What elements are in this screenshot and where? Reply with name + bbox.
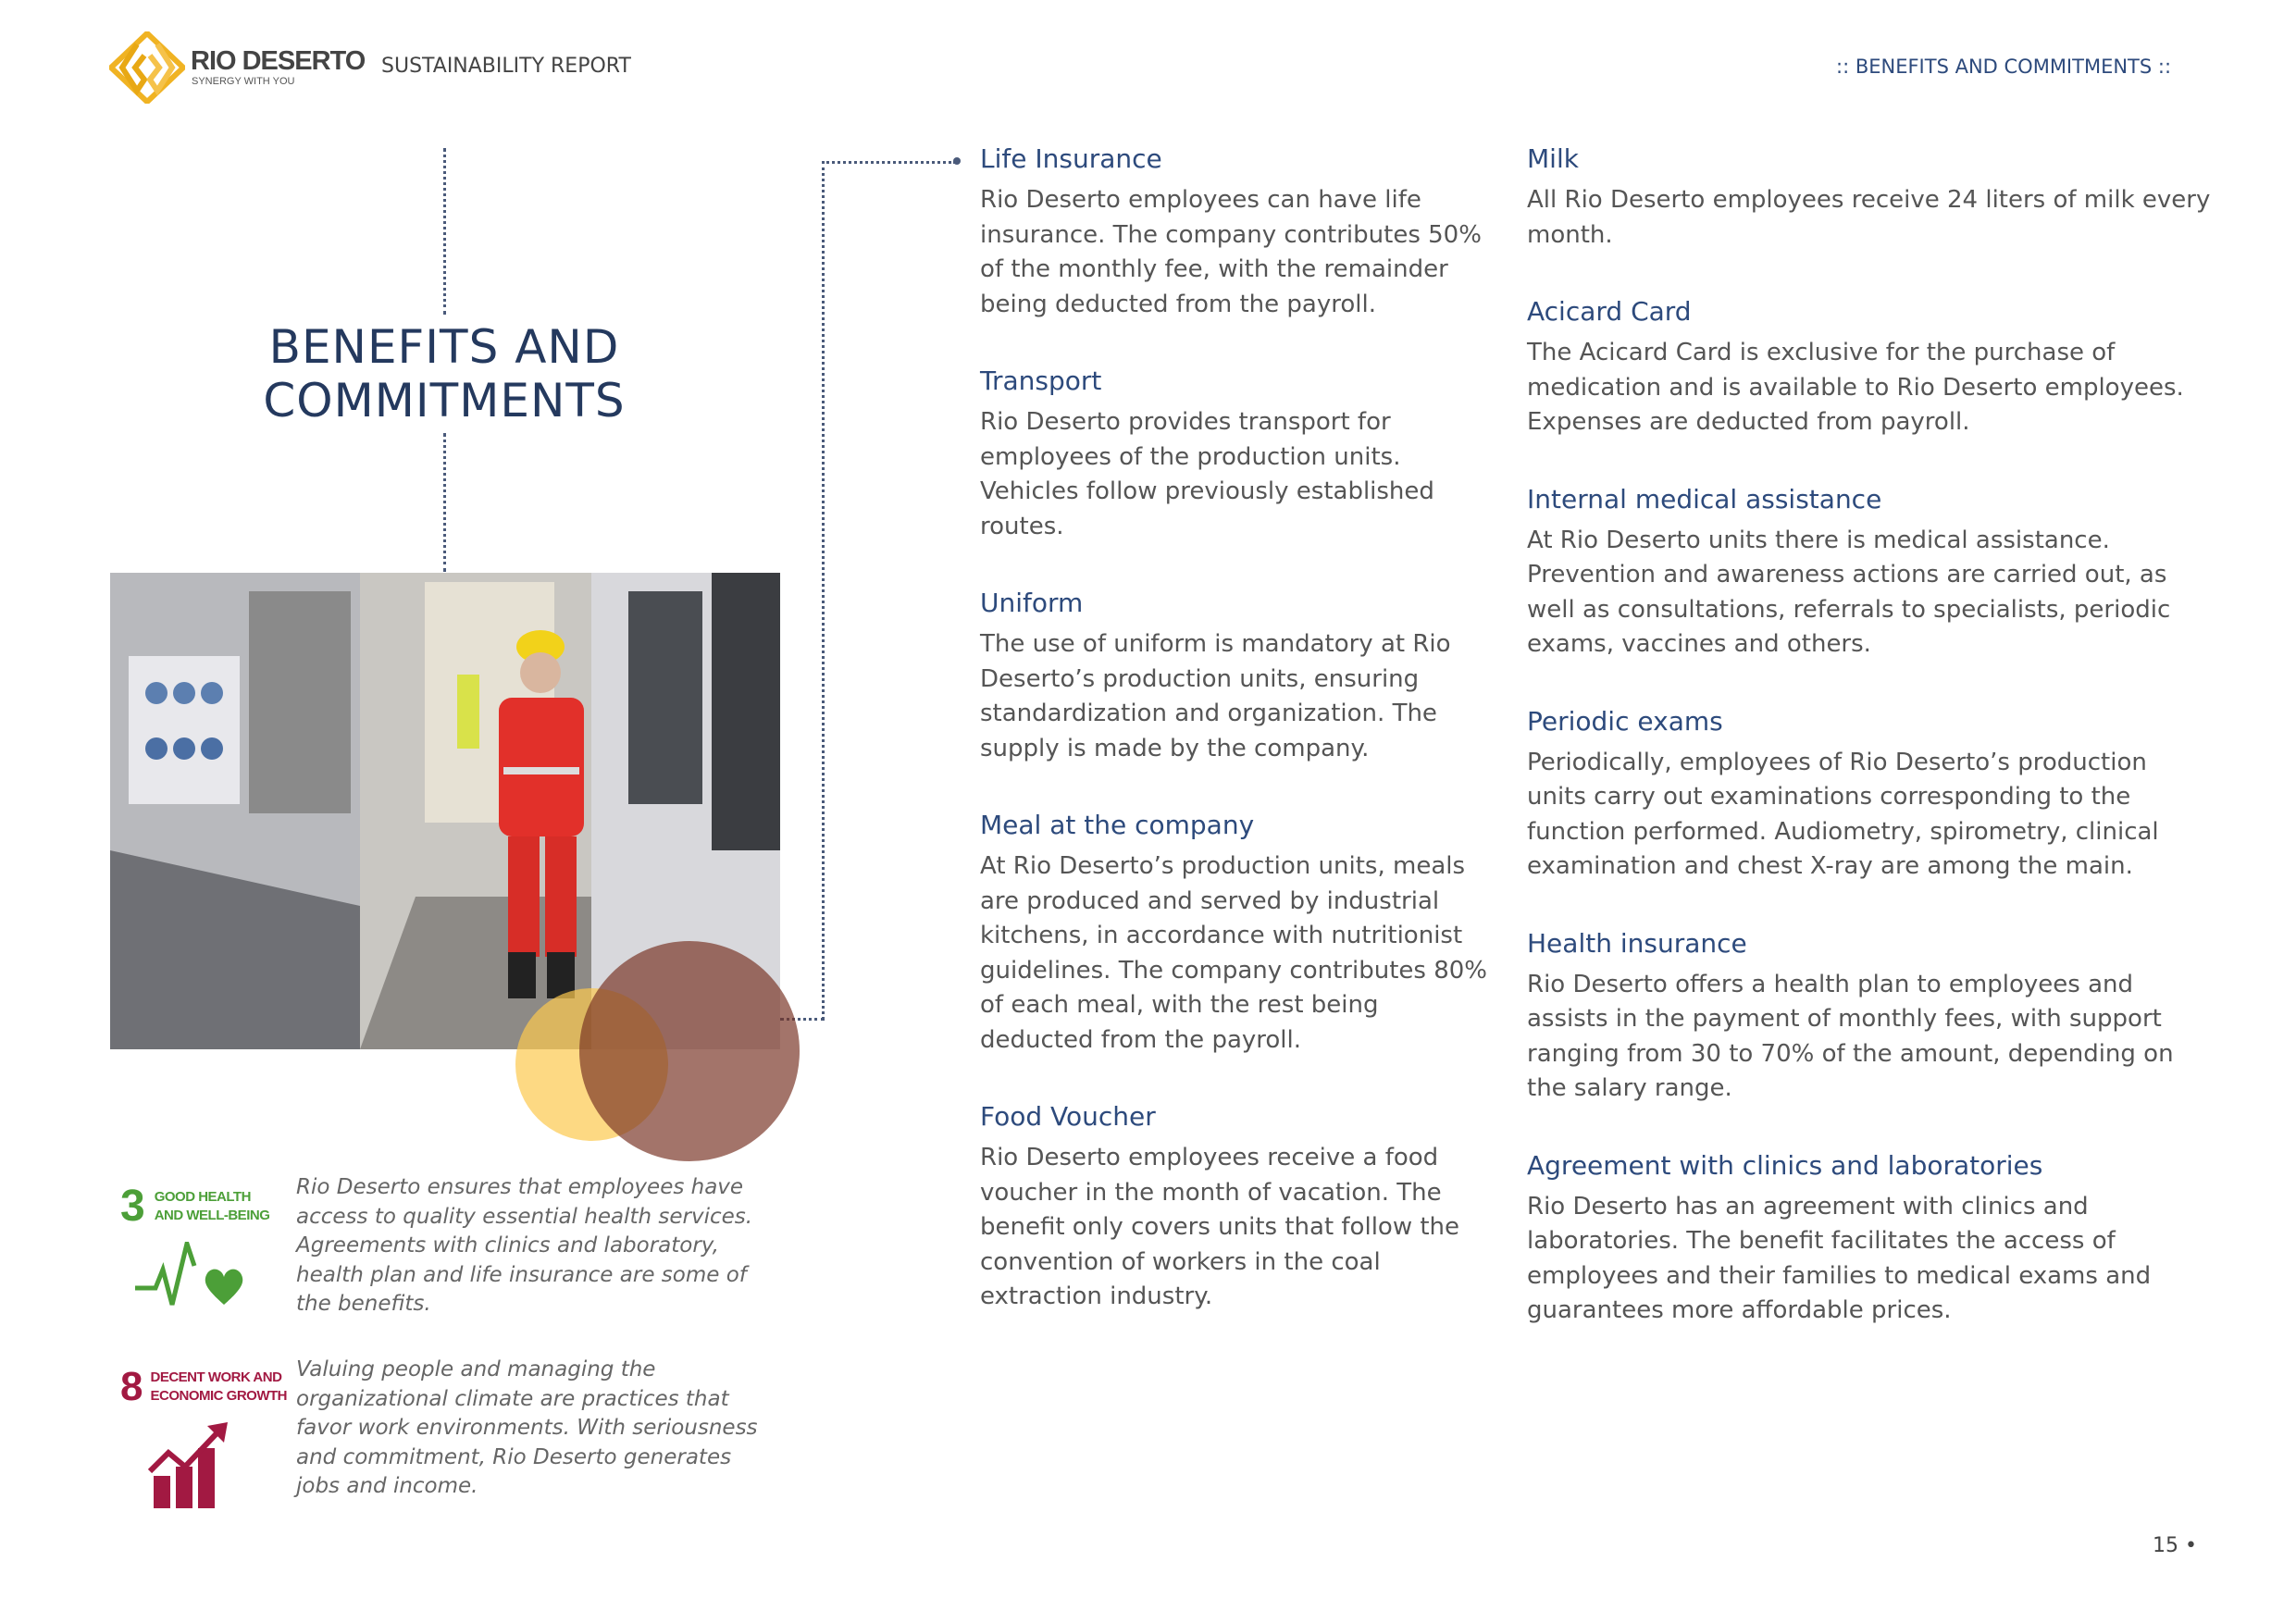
title-connector-bottom	[443, 433, 446, 572]
benefit-text: Rio Deserto provides transport for employees of the production units. Vehicles follow previously established routes.	[980, 408, 1434, 540]
benefit-title: Periodic exams	[1527, 705, 1723, 737]
benefit-title: Health insurance	[1527, 927, 1747, 959]
benefit-acicard	[1527, 295, 2212, 440]
benefit-clinics-agreement	[1527, 1149, 2212, 1329]
benefit-food-voucher	[980, 1100, 1498, 1315]
page-title-line1: BENEFITS AND	[268, 320, 620, 374]
benefit-title: Internal medical assistance	[1527, 483, 1882, 514]
benefit-life-insurance	[980, 142, 1498, 322]
sdg-8-number: 8	[120, 1364, 143, 1409]
benefit-text: Rio Deserto employees receive a food voucher in the month of vacation. The benefit only covers units that follow the convention of workers in the coal extraction industry.	[980, 1144, 1460, 1310]
benefit-title: Acicard Card	[1527, 296, 1692, 327]
benefit-uniform	[980, 587, 1498, 766]
rio-deserto-logo-icon	[109, 31, 185, 104]
benefit-text: Periodically, employees of Rio Deserto’s production units carry out examinations corresponding to the function performed. Audiometry, spirometry, clinical examination and chest X-ray are among the main.	[1527, 748, 2159, 880]
section-tag: :: BENEFITS AND COMMITMENTS ::	[1836, 56, 2172, 78]
benefit-text: Rio Deserto offers a health plan to employees and assists in the payment of monthly fees, with support ranging from 30 to 70% of the amount, depending on the salary range.	[1527, 970, 2174, 1102]
vertical-connector	[822, 161, 825, 1020]
benefit-title: Meal at the company	[980, 810, 1255, 840]
sdg-3-badge	[120, 1184, 269, 1327]
benefit-title: Life Insurance	[980, 143, 1162, 174]
benefit-transport	[980, 365, 1498, 544]
title-connector-top	[443, 148, 446, 315]
sdg-8-description: Valuing people and managing the organizational climate are practices that favor work environments. With seriousness and commitment, Rio Deserto generates jobs and income.	[296, 1357, 758, 1498]
benefit-title: Transport	[980, 365, 1102, 396]
page-number: 15 •	[2153, 1534, 2197, 1557]
benefit-title: Milk	[1527, 143, 1579, 174]
benefit-text: The use of uniform is mandatory at Rio Deserto’s production units, ensuring standardization and organization. The supply is made by the company.	[980, 630, 1451, 762]
benefit-milk	[1527, 142, 2212, 253]
logo-name: RIO DESERTO	[191, 46, 366, 76]
connector-dot	[953, 157, 961, 165]
benefit-medical-assistance	[1527, 483, 2212, 663]
page-title	[213, 320, 676, 427]
benefit-text: Rio Deserto employees can have life insurance. The company contributes 50% of the monthly fee, with the remainder being deducted from the payroll.	[980, 186, 1482, 318]
benefit-text: The Acicard Card is exclusive for the purchase of medication and is available to Rio Deserto employees. Expenses are deducted from payroll.	[1527, 339, 2184, 436]
sdg-8-label: DECENT WORK AND ECONOMIC GROWTH	[150, 1369, 287, 1404]
benefit-text: At Rio Deserto’s production units, meals are produced and served by industrial kitchens, in accordance with nutritionist guidelines. The company contributes 80% of each meal, with the rest being deducted from the payroll.	[980, 852, 1487, 1054]
benefit-meal	[980, 809, 1498, 1058]
report-title: SUSTAINABILITY REPORT	[381, 55, 631, 78]
benefit-health-insurance	[1527, 927, 2212, 1107]
benefit-title: Agreement with clinics and laboratories	[1527, 1149, 2043, 1181]
decorative-circle-brown	[579, 941, 800, 1161]
benefit-title: Food Voucher	[980, 1101, 1156, 1132]
life-insurance-connector	[822, 161, 956, 164]
benefit-periodic-exams	[1527, 705, 2212, 885]
sdg-3-number: 3	[120, 1182, 145, 1231]
benefits-column-middle	[980, 142, 1498, 1357]
growth-chart-arrow-icon	[148, 1420, 287, 1512]
page-title-line2: COMMITMENTS	[263, 374, 626, 427]
logo-tagline: SYNERGY WITH YOU	[192, 76, 295, 87]
benefit-text: All Rio Deserto employees receive 24 liters of milk every month.	[1527, 186, 2211, 249]
benefit-text: At Rio Deserto units there is medical assistance. Prevention and awareness actions are carried out, as well as consultations, referrals to specialists, periodic exams, vaccines and others.	[1527, 526, 2171, 658]
heartbeat-heart-icon	[133, 1242, 269, 1327]
sdg-8-badge	[120, 1365, 287, 1512]
benefit-title: Uniform	[980, 588, 1084, 618]
benefits-column-right	[1527, 142, 2212, 1371]
benefit-text: Rio Deserto has an agreement with clinics and laboratories. The benefit facilitates the access of employees and their families to medical exams and guarantees more affordable prices.	[1527, 1192, 2152, 1324]
sdg-3-label: GOOD HEALTH AND WELL-BEING	[154, 1189, 270, 1223]
sdg-3-description: Rio Deserto ensures that employees have access to quality essential health services. Agreements with clinics and laboratory, health plan and life insurance are some of the benefits.	[296, 1175, 753, 1316]
